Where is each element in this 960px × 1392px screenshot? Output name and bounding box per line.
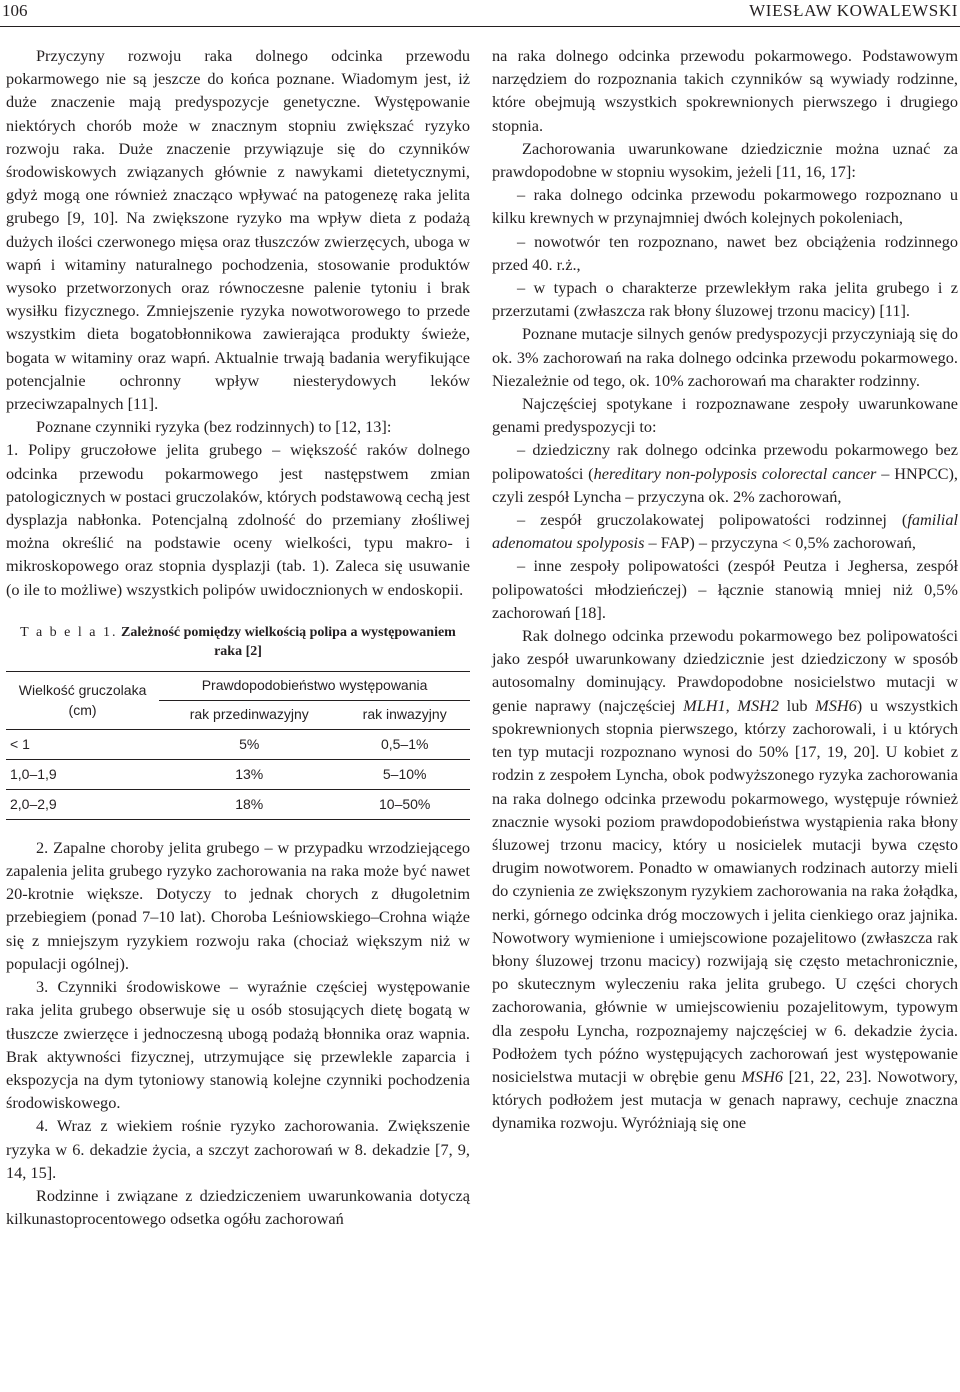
paragraph: Najczęściej spotykane i rozpoznawane zespoły uwarunkowane genami predyspozycji to: [492, 394, 958, 437]
gene-name: MLH1 [683, 695, 726, 715]
paragraph: Poznane czynniki ryzyka (bez rodzinnych) to [12, 13]: [36, 417, 392, 437]
table-header-size: Wielkość gruczolaka (cm) [6, 671, 159, 729]
text: , [725, 695, 738, 715]
list-term: familial adenomatou spolyposis [492, 510, 958, 553]
cell-pre: 18% [159, 789, 339, 819]
paragraph: Przyczyny rozwoju raka dolnego odcinka przewodu pokarmowego nie są jeszcze do końca poznane. Wiadomym jest, iż duże znaczenie mają predyspozycje genetyczne. Występowanie niektórych chorób może w znacznym stopniu zwiększać ryzyko rozwoju raka. Duże znaczenie przywiązuje się do czynników środowiskowych związanych głównie z nawykami dietetycznymi, gdyż mogą one również znacząco wpływać na patogenezę raka jelita grubego [9, 10]. Na zwiększone ryzyko ma wpływ dieta z podażą dużych ilości czerwonego mięsa oraz tłuszczów zwierzęcych, uboga w wapń i witaminy naturalnego pochodzenia, stosowanie produktów wysoko przetworzonych oraz równoczesne palenie tytoniu i brak wysiłku fizycznego. Zmniejszenie ryzyka nowotworowego to przede wszystkim dieta bogatobłonnikowa zawierająca produkty świeże, bogata w witaminy oraz wapń. Aktualnie trwają badania weryfikujące potencjalnie ochronny wpływ niesterydowych leków przeciwzapalnych [11]. [6, 46, 470, 414]
gene-name: MSH2 [737, 695, 780, 715]
list-item: – raka dolnego odcinka przewodu pokarmowego rozpoznano u kilku krewnych w przynajmniej dwóch kolejnych pokoleniach, [492, 185, 958, 228]
paragraph: 1. Polipy gruczołowe jelita grubego – większość raków dolnego odcinka przewodu pokarmowego jest następstwem zmian patologicznych w postaci gruczolaków, których podstawową cechą jest dysplazja nabłonka. Potencjalną zdolność do przemiany złośliwej można określić na podstawie oceny wielkości, typu makro- i mikroskopowego oraz stopnia dysplazji (tab. 1). Zaleca się usuwanie (o ile to możliwe) wszystkich polipów uwidocznionych w endoskopii. [6, 440, 470, 599]
list-text: – dziedziczny rak dolnego odcinka przewodu pokarmowego bez polipowatości ( [492, 440, 958, 483]
cell-size: 1,0–1,9 [6, 759, 159, 789]
list-item: – w typach o charakterze przewlekłym raka jelita grubego i z przerzutami (zwłaszcza rak błony śluzowej trzonu macicy) [11]. [492, 278, 958, 321]
paragraph [492, 624, 958, 1134]
paragraph: 2. Zapalne choroby jelita grubego – w przypadku wrzodziejącego zapalenia jelita grubego ryzyko zachorowania na raka może być nawet 20-krotnie większe. Dotyczy to jednak chorych z długoletnim przebiegiem (ponad 7–10 lat). Choroba Leśniowskiego–Crohna wiąże się z mniejszym ryzykiem rozwoju raka (chociaż większym niż w populacji ogólnej). [6, 837, 470, 973]
cell-inv: 10–50% [339, 789, 470, 819]
cell-pre: 13% [159, 759, 339, 789]
paragraph: na raka dolnego odcinka przewodu pokarmowego. Podstawowym narzędziem do rozpoznania takich czynników są wywiady rodzinne, które obejmują wszystkich spokrewnionych pierwszego i drugiego stopnia. [492, 46, 958, 135]
gene-name: MSH6 [741, 1066, 784, 1086]
page-number: 106 [2, 1, 28, 20]
text: [21, 22, 23]. Nowotwory, których podłożem jest mutacja w genach naprawy, cechuje znaczna dynamika rozwoju. Wyróżniają się one [492, 1066, 958, 1133]
text: lub [779, 695, 816, 715]
polyp-risk-table [6, 671, 470, 820]
cell-pre: 5% [159, 729, 339, 759]
paragraph: 3. Czynniki środowiskowe – wyraźnie częściej występowanie raka jelita grubego obserwuje się u osób stosujących dietę bogatą w tłuszcze zwierzęce i jednoczesną ubogą podażą błonnika oraz wapnia. Brak aktywności fizycznej, utrzymujące się przewlekle zaparcia i ekspozycja na dym tytoniowy stanowią kolejne czynniki pochodzenia środowiskowego. [6, 977, 470, 1113]
table-row [6, 789, 470, 819]
list-item: – inne zespoły polipowatości (zespół Peutza i Jeghersa, zespół polipowatości młodzieńczej) – łącznie stanowią mniej niż 0,5% zachorowań [18]. [492, 556, 958, 622]
table-header-prob: Prawdopodobieństwo występowania [159, 671, 470, 700]
table-row [6, 729, 470, 759]
list-text: – HNPCC), czyli zespół Lyncha – przyczyna ok. 2% zachorowań, [492, 463, 958, 506]
running-head-author: WIESŁAW KOWALEWSKI [749, 1, 958, 20]
list-item [492, 438, 958, 508]
list-text: – zespół gruczolakowatej polipowatości rodzinnej ( [517, 510, 908, 530]
cell-inv: 0,5–1% [339, 729, 470, 759]
table-subheader-pre: rak przedinwazyjny [159, 700, 339, 729]
paragraph: Rodzinne i związane z dziedziczeniem uwarunkowania dotyczą kilkunastoprocentowego odsetka ogółu zachorowań [6, 1185, 470, 1229]
left-column [6, 44, 470, 1230]
table-title: Zależność pomiędzy wielkością polipa a występowaniem raka [2] [121, 624, 456, 659]
cell-inv: 5–10% [339, 759, 470, 789]
table-subheader-inv: rak inwazyjny [339, 700, 470, 729]
paragraph: 4. Wraz z wiekiem rośnie ryzyko zachorowania. Zwiększenie ryzyka w 6. dekadzie życia, a szczyt zachorowań w 8. dekadzie [7, 9, 14, 15]. [6, 1116, 470, 1182]
list-item: – nowotwór ten rozpoznano, nawet bez obciążenia rodzinnego przed 40. r.ż., [492, 231, 958, 274]
right-column [492, 44, 958, 1135]
text: Rak dolnego odcinka przewodu pokarmowego bez polipowatości jako zespół uwarunkowany dziedzicznie jest dziedziczony w sposób autosomalny dominujący. Prawdopodobne nosicielstwo mutacji w genie naprawy (najczęściej [492, 626, 958, 715]
paragraph: Poznane mutacje silnych genów predyspozycji przyczyniają się do ok. 3% zachorowań na raka dolnego odcinka przewodu pokarmowego. Niezależnie od tego, ok. 10% zachorowań ma charakter rodzinny. [492, 324, 958, 390]
text: ) u wszystkich spokrewnionych stopnia pierwszego, którzy zachorowali, i u których ten typ mutacji rozpoznano wynosi do 50% [17, 19, 20]. U kobiet z rodzin z zespołem Lyncha, obok podwyższonego ryzyka zachorowania na raka dolnego odcinka przewodu pokarmowego, występuje również znacznie wysoki poziom prawdopodobieństwa wystąpienia raka błony śluzowej trzonu macicy, który u nosicielek mutacji bywa często drugim nowotworem. Ponadto w omawianych rodzinach autorzy mieli do czynienia ze zwiększonym ryzykiem zachorowania na raka żołądka, nerki, górnego odcinka dróg moczowych i jelita cienkiego oraz jajnika. Nowotwory wymienione i umiejscowione pozajelitowo (zwłaszcza rak błony śluzowej trzonu macicy) rozwijają się często metachronicznie, po skutecznym wyleczeniu raka jelita grubego. U części chorych zachorowania, głównie w umiejscowieniu pozajelitowym, typowym dla zespołu Lyncha, rozpoznajemy najczęściej w 6. dekadzie życia. Podłożem tych późno występujących zachorowań jest występowanie nosicielstwa mutacji w obrębie genu [492, 695, 959, 1086]
table-row [6, 759, 470, 789]
table-caption [6, 623, 470, 661]
table-label: T a b e l a 1. [20, 624, 118, 640]
list-text: – FAP) – przyczyna < 0,5% zachorowań, [644, 533, 916, 553]
cell-size: 2,0–2,9 [6, 789, 159, 819]
running-header [0, 0, 960, 27]
cell-size: < 1 [6, 729, 159, 759]
gene-name: MSH6 [815, 695, 857, 715]
list-item [492, 508, 958, 554]
list-term: hereditary non-polyposis colorectal cancer [593, 463, 877, 483]
paragraph: Zachorowania uwarunkowane dziedzicznie można uznać za prawdopodobne w stopniu wysokim, jeżeli [11, 16, 17]: [492, 138, 958, 182]
